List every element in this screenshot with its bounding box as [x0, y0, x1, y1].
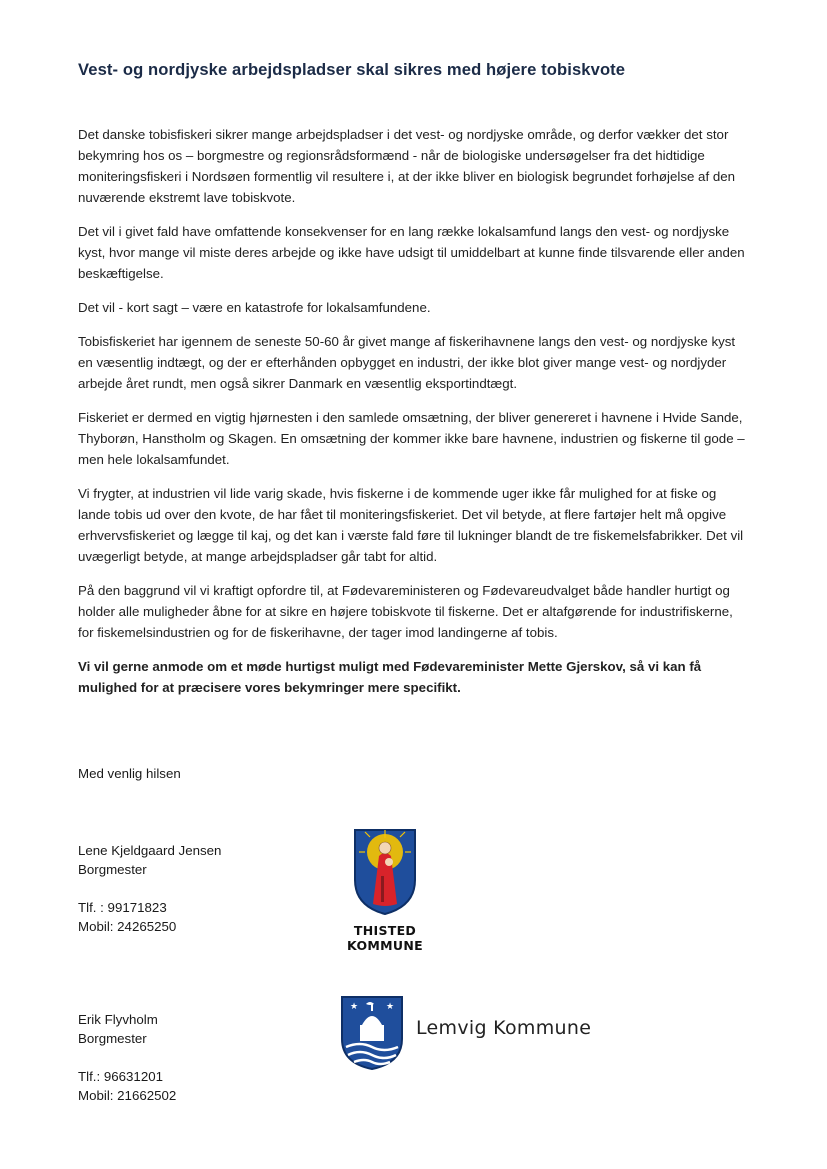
paragraph: Vi frygter, at industrien vil lide varig skade, hvis fiskerne i de kommende uger ikke får mulighed for at fiske og lande tobis ud over den kvote, de har fået til moniteringsfiskeriet. Det vil betyde, at flere fartøjer helt må opgive erhvervsfiskeriet og lægge til kaj, og det kan i værste fald føre til lukninger blandt de tre fiskemelsfabrikker. Det vil uvægerligt betyde, at mange arbejdspladser går tabt for altid.	[78, 486, 744, 564]
signatory-role: Borgmester	[78, 862, 147, 877]
lemvig-logo	[340, 995, 620, 1075]
svg-text:★: ★	[386, 1002, 395, 1012]
paragraph: På den baggrund vil vi kraftigt opfordre til, at Fødevareministeren og Fødevareudvalget både handler hurtigt og holder alle muligheder åbne for at sikre en højere tobiskvote til fiskerne. Det er altafgørende for industrifiskerne, for fiskemelsindustrien og for de fiskerihavne, der tager imod landingerne af tobis.	[78, 583, 733, 640]
signatory-name: Erik Flyvholm	[78, 1012, 158, 1027]
signatory-mobile: Mobil: 21662502	[78, 1088, 177, 1103]
letter-body	[78, 124, 750, 711]
paragraph: Det danske tobisfiskeri sikrer mange arbejdspladser i det vest- og nordjyske område, og derfor vækker det stor bekymring hos os – borgmestre og regionsrådsformænd - når de biologiske undersøgelser fra det hidtidige moniteringsfiskeri i Nordsøen formentlig vil resultere i, at der ikke bliver en biologisk begrundet forhøjelse af den nuværende ekstremt lave tobiskvote.	[78, 127, 736, 205]
thisted-logo	[320, 828, 450, 953]
signatory-role: Borgmester	[78, 1031, 147, 1046]
lemvig-coat-of-arms-icon	[340, 995, 404, 1071]
paragraph: Tobisfiskeriet har igennem de seneste 50-60 år givet mange af fiskerihavnene langs den vest- og nordjyske kyst en væsentlig indtægt, og der er efterhånden opbygget en industri, der ikke blot giver mange vest- og nordjyder arbejde året rundt, men også sikrer Danmark en væsentlig eksportindtægt.	[78, 334, 736, 391]
paragraph: Det vil i givet fald have omfattende konsekvenser for en lang række lokalsamfund langs den vest- og nordjyske kyst, hvor mange vil miste deres arbejde og ikke have udsigt til umiddelbart at kunne finde tilsvarende eller anden beskæftigelse.	[78, 224, 745, 281]
letter-title: Vest- og nordjyske arbejdspladser skal sikres med højere tobiskvote	[78, 60, 626, 79]
signatory-mobile: Mobil: 24265250	[78, 919, 177, 934]
paragraph: Det vil - kort sagt – være en katastrofe for lokalsamfundene.	[78, 300, 431, 315]
signatory-phone: Tlf. : 99171823	[78, 900, 167, 915]
closing-greeting: Med venlig hilsen	[78, 766, 181, 781]
meeting-request-paragraph: Vi vil gerne anmode om et møde hurtigst muligt med Fødevareminister Mette Gjerskov, så vi kan få mulighed for at præcisere vores bekymringer mere specifikt.	[78, 659, 702, 695]
signature-block-thisted	[78, 841, 221, 936]
svg-text:★: ★	[350, 1002, 359, 1012]
signature-block-lemvig	[78, 1010, 176, 1105]
thisted-logo-text: THISTED KOMMUNE	[347, 923, 423, 953]
signatory-name: Lene Kjeldgaard Jensen	[78, 843, 222, 858]
signatory-phone: Tlf.: 96631201	[78, 1069, 164, 1084]
paragraph: Fiskeriet er dermed en vigtig hjørnesten i den samlede omsætning, der bliver genereret i havnene i Hvide Sande, Thyborøn, Hanstholm og Skagen. En omsætning der kommer ikke bare havnene, industrien og fiskerne til gode – men hele lokalsamfundet.	[78, 410, 745, 467]
thisted-coat-of-arms-icon	[353, 828, 417, 916]
lemvig-logo-text: Lemvig Kommune	[416, 1017, 592, 1039]
